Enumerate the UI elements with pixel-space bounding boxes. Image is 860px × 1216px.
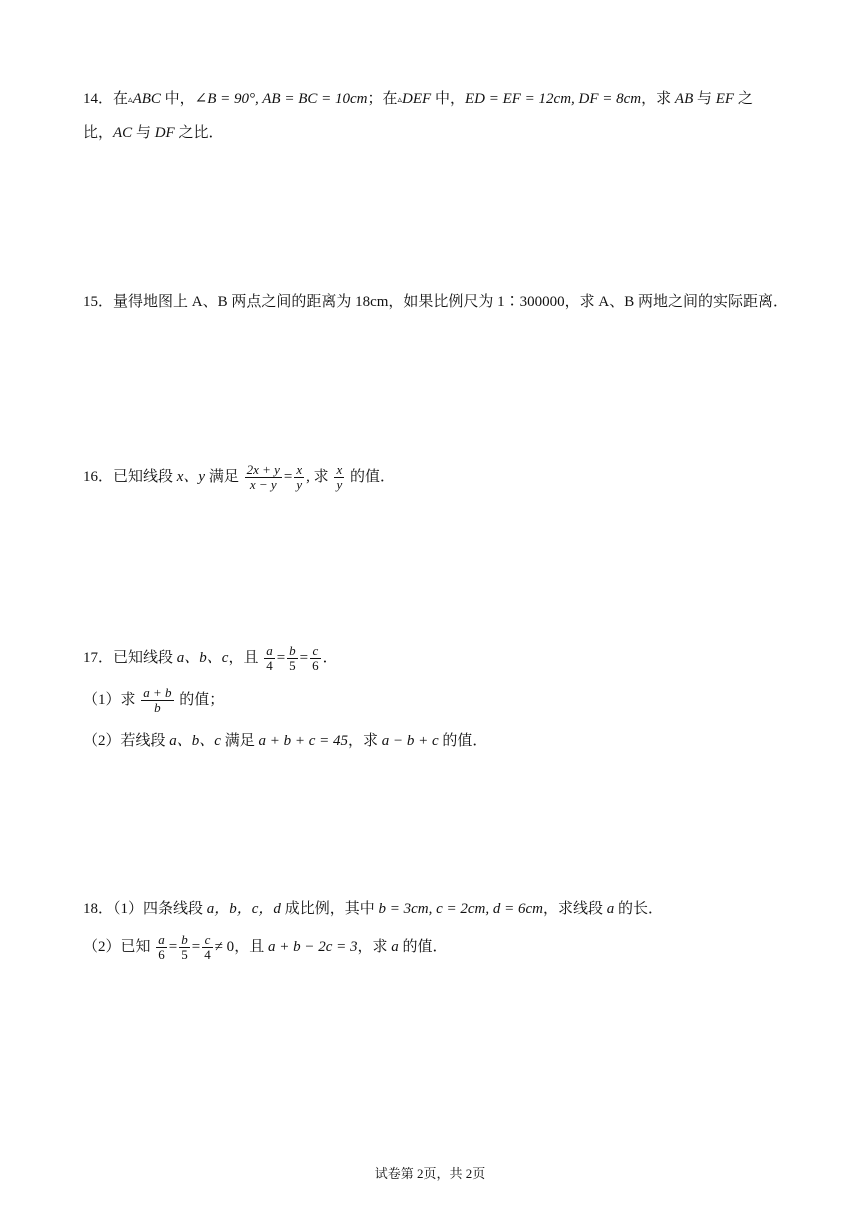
q16-fraction-1: $\frac{2x + y}{x - y}$ [246,462,280,493]
question-15 [83,291,800,313]
q18-fraction-b: $\frac{b}{5}$ [181,932,188,963]
q16-fraction-2: $\frac{x}{y}$ [296,462,303,493]
triangle-icon: ▵ [397,94,403,104]
question-14-line-2: 比，AC 与 DF 之比． [83,125,224,141]
triangle-icon: ▵ [128,94,133,104]
q17-fraction-c: $\frac{c}{6}$ [312,643,319,674]
q14-condition-1: ∠B = 90°, AB = BC = 10cm [194,91,368,107]
question-18-part-1: 18．（1）四条线段 a，b，c，d 成比例，其中 b = 3cm, c = 2cm, d = 6cm，求线段 a 的长． [83,901,663,917]
question-17-part-2: （2）若线段 a、b、c 满足 a + b + c = 45，求 a − b + c 的值． [83,733,488,749]
question-18-part-2: （2）已知 $\frac{a}{6}$ = $\frac{b}{5}$ = $\frac{c}{4}$ ≠ 0，且 a + b − 2c = 3，求 a 的值． [83,932,448,963]
question-17-part-1: （1）求 $\frac{a + b}{b}$ 的值； [83,685,225,716]
q14-condition-2: ED = EF = 12cm, DF = 8cm [464,91,642,107]
q17-fraction-b: $\frac{b}{5}$ [289,643,296,674]
q14-number: 14． [83,91,114,107]
question-14: 14．在▵ABC 中，∠B = 90°, AB = BC = 10cm；在▵DEF 中，ED = EF = 12cm, DF = 8cm，求 AB 与 EF 之 [83,91,753,107]
page-footer: 试卷第 2页，共 2页 [374,1166,486,1181]
q18-fraction-a: $\frac{a}{6}$ [158,932,165,963]
q15-text: 15．量得地图上 A、B 两点之间的距离为 18cm，如果比例尺为 1∶300000，求 A、B 两地之间的实际距离． [83,294,789,310]
q17-fraction-a: $\frac{a}{4}$ [266,643,273,674]
q17-fraction-sum: $\frac{a + b}{b}$ [143,685,172,716]
question-17: 17．已知线段 a、b、c，且 $\frac{a}{4}$ = $\frac{b}{5}$ = $\frac{c}{6}$ ． [83,643,338,674]
question-16: 16．已知线段 x、y 满足 $\frac{2x + y}{x - y}$ = $\frac{x}{y}$ , 求 $\frac{x}{y}$ 的值． [83,462,395,493]
q18-fraction-c: $\frac{c}{4}$ [204,932,211,963]
q16-fraction-3: $\frac{x}{y}$ [336,462,343,493]
